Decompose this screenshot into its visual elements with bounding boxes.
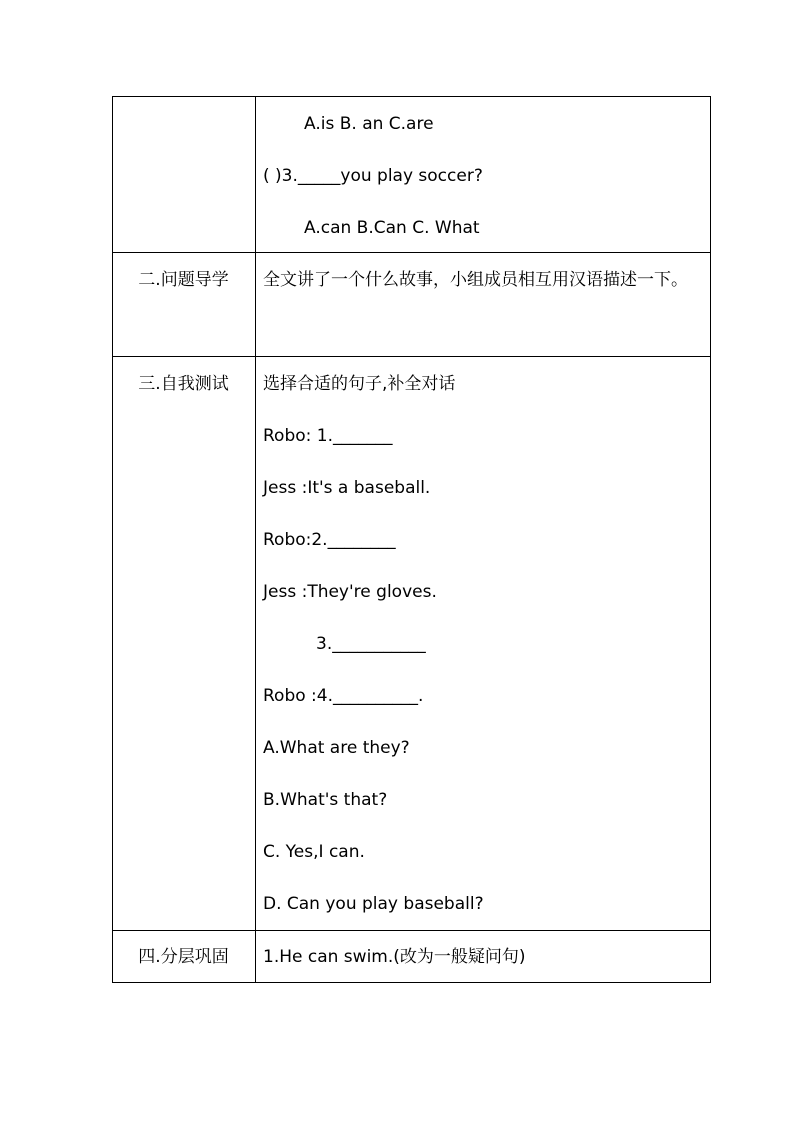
option-line: D. Can you play baseball? [263,894,484,914]
option-line: C. Yes,I can. [263,842,365,862]
row-divider-3 [112,930,711,931]
dialog-line: 3.___________ [316,634,426,654]
section-label-question-guide: 二.问题导学 [138,270,229,290]
self-test-instruction: 选择合适的句子,补全对话 [263,374,456,394]
choice-options-line-2: A.can B.Can C. What [304,218,480,238]
dialog-line: Jess :They're gloves. [263,582,437,602]
section-label-self-test: 三.自我测试 [138,374,229,394]
worksheet-table [112,96,711,983]
dialog-line: Jess :It's a baseball. [263,478,431,498]
column-divider [255,96,256,983]
choice-options-line-1: A.is B. an C.are [304,114,434,134]
dialog-line: Robo: 1._______ [263,426,393,446]
question-3-line: ( )3._____you play soccer? [263,166,483,186]
table-border-top [112,96,711,97]
dialog-line: Robo :4.__________. [263,686,424,706]
table-border-right [710,96,711,983]
question-guide-text: 全文讲了一个什么故事，小组成员相互用汉语描述一下。 [263,270,688,290]
consolidation-item: 1.He can swim.(改为一般疑问句) [263,947,526,967]
row-divider-2 [112,356,711,357]
row-divider-1 [112,252,711,253]
table-border-left [112,96,113,983]
section-label-layered-consolidation: 四.分层巩固 [138,947,229,967]
option-line: A.What are they? [263,738,410,758]
table-border-bottom [112,982,711,983]
option-line: B.What's that? [263,790,388,810]
dialog-line: Robo:2.________ [263,530,396,550]
